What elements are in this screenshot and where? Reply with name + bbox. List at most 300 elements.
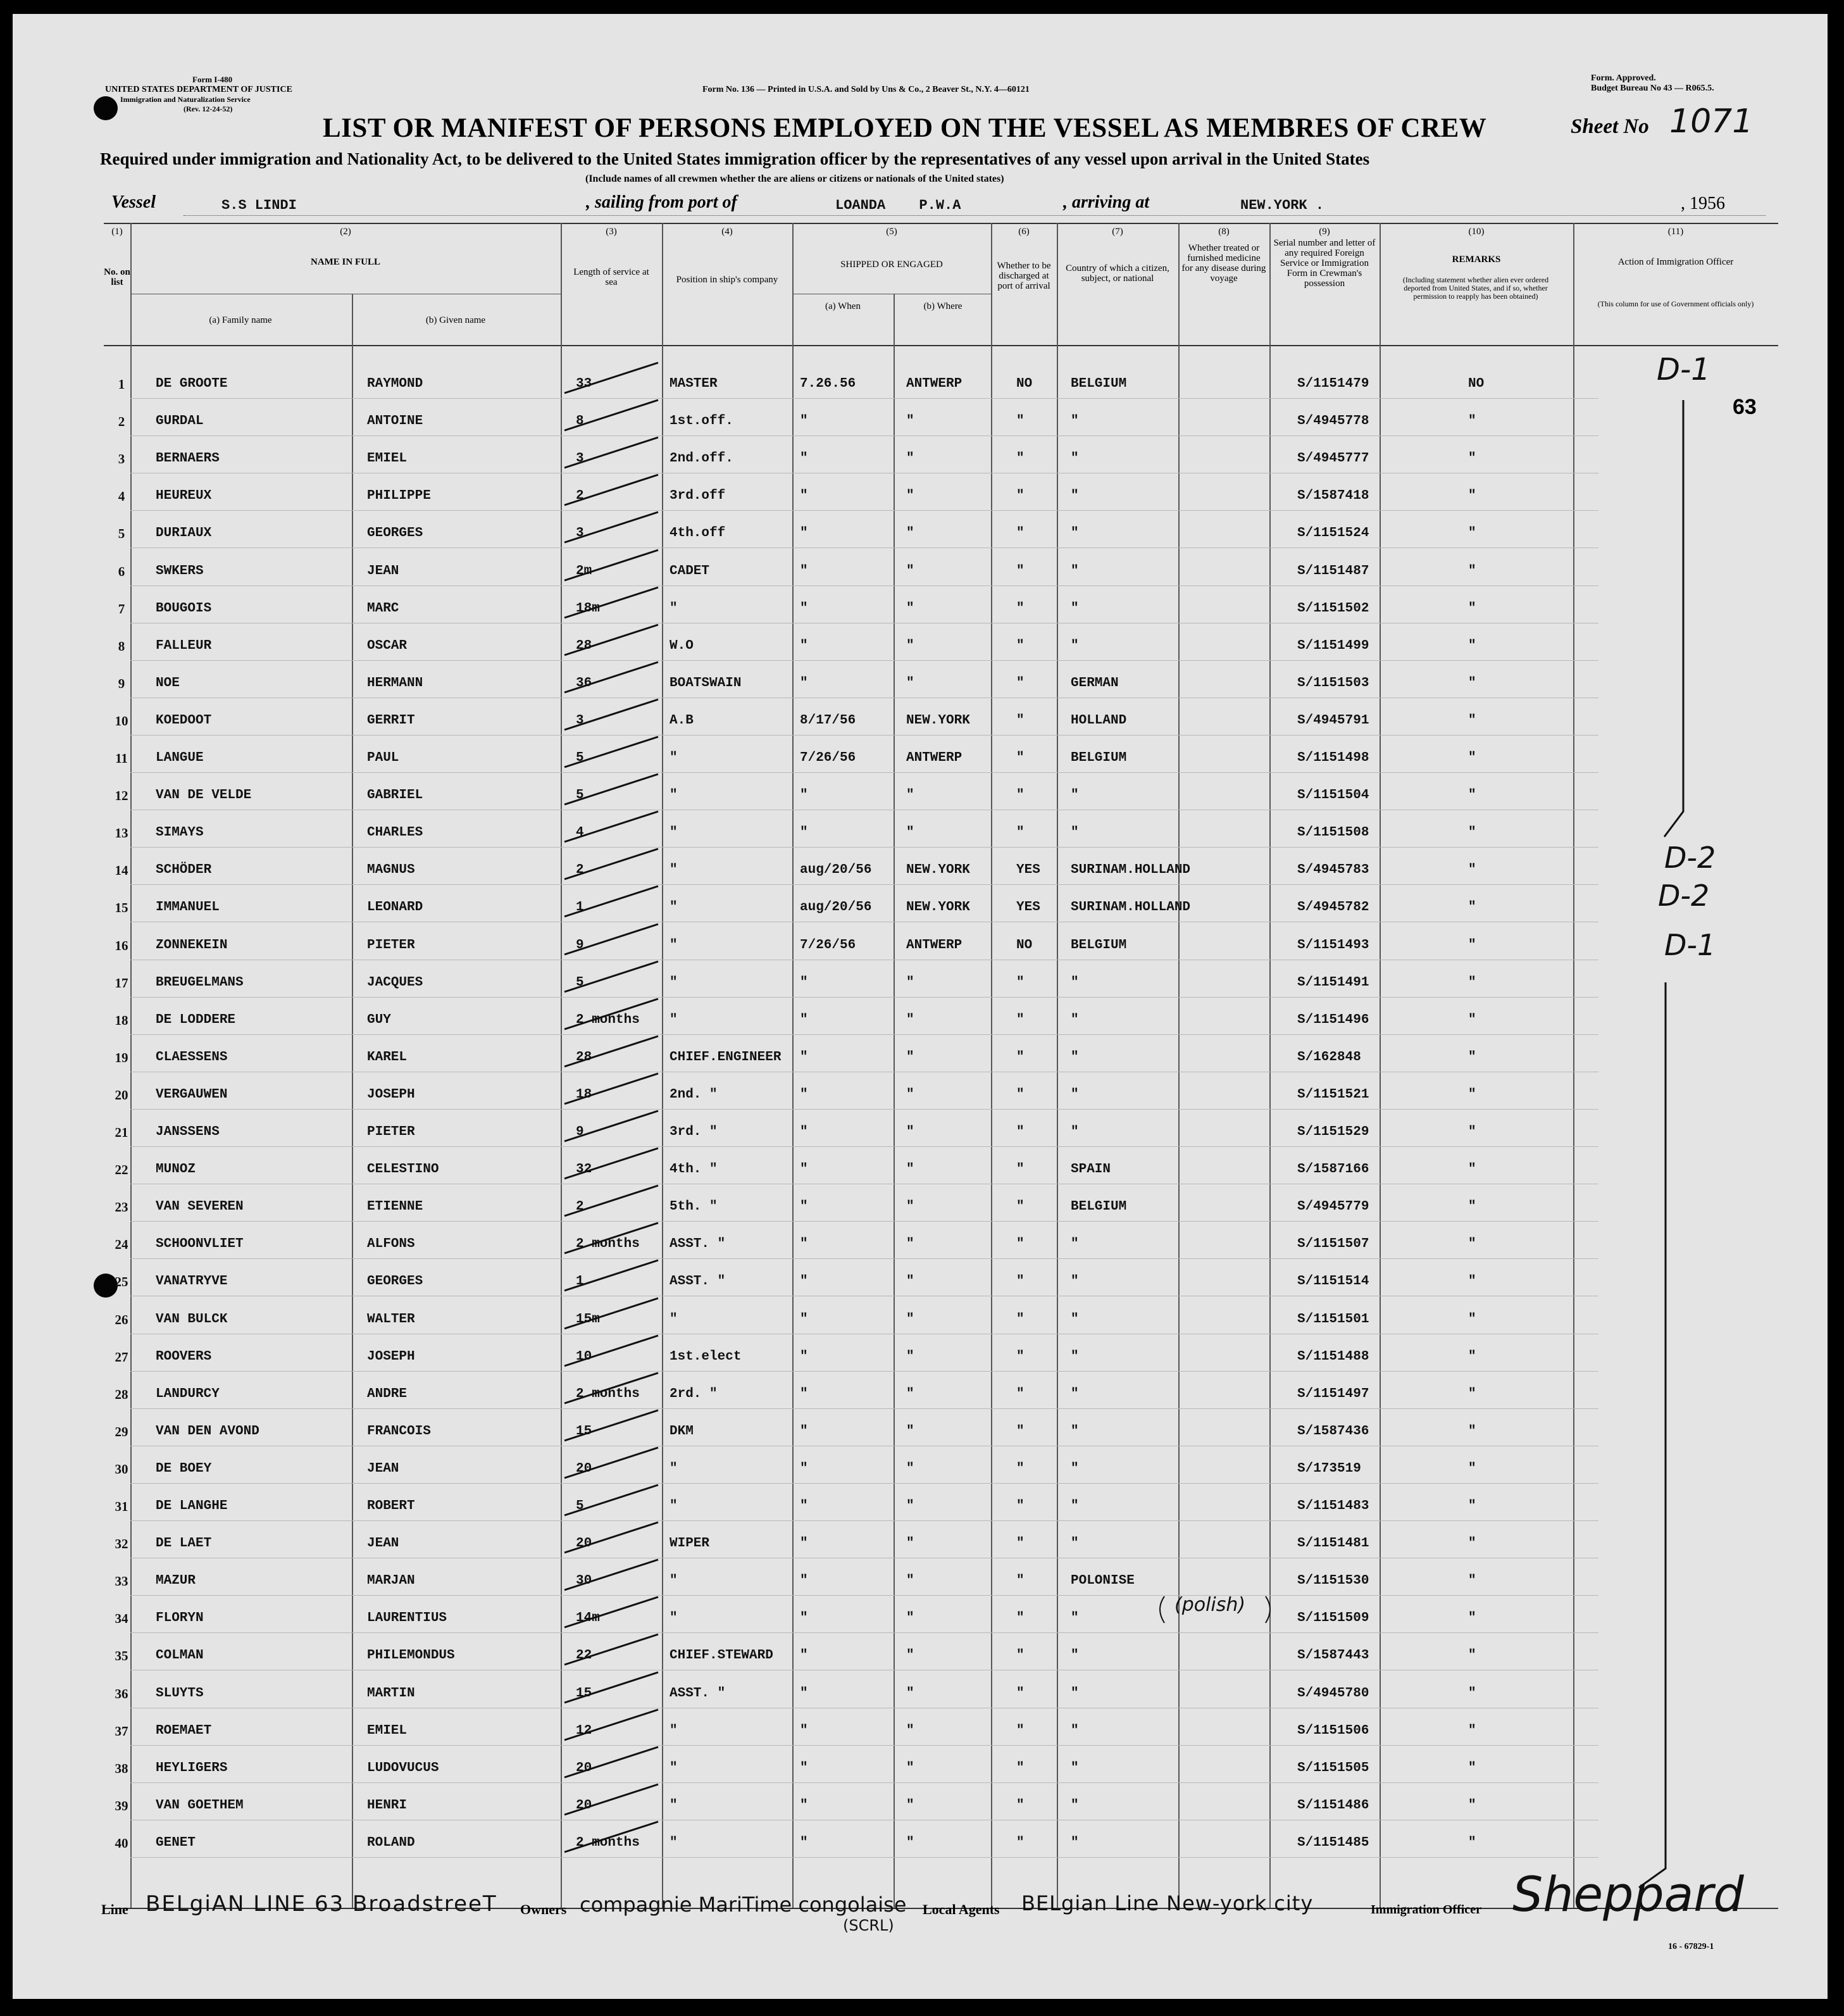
form-number: Form I-480 (192, 75, 233, 84)
crew-serial: S/1151505 (1297, 1761, 1369, 1775)
col-action-note: (This column for use of Government officials only) (1597, 299, 1754, 308)
strike-mark (564, 1485, 658, 1515)
crew-remarks: " (1468, 1312, 1476, 1327)
crew-discharge: " (1016, 1686, 1025, 1701)
crew-serial: S/1151496 (1297, 1013, 1369, 1027)
sheet-number: 1071 (1669, 103, 1754, 141)
crew-family: ROEMAET (156, 1724, 212, 1738)
arriving-label: , arriving at (1063, 192, 1150, 212)
strike-mark (564, 1186, 658, 1216)
crew-country: " (1071, 1724, 1079, 1738)
strike-mark (564, 1448, 658, 1478)
crew-country: " (1071, 1462, 1079, 1476)
crew-country: " (1071, 1761, 1079, 1775)
crew-position: " (670, 1312, 678, 1327)
crew-length: 2 months (576, 1237, 640, 1251)
crew-discharge: " (1016, 414, 1025, 429)
crew-discharge: " (1016, 1050, 1025, 1065)
crew-no: 33 (115, 1574, 128, 1589)
crew-when: " (800, 451, 808, 466)
crew-position: " (670, 938, 678, 953)
crew-family: BERNAERS (156, 451, 220, 466)
crew-family: DE LODDERE (156, 1013, 236, 1027)
col-length-header: Length of service at sea (573, 267, 649, 287)
crew-where: " (906, 451, 914, 466)
crew-discharge: " (1016, 1798, 1025, 1813)
strike-mark (564, 961, 658, 992)
crew-discharge: " (1016, 639, 1025, 653)
crew-discharge: NO (1016, 377, 1033, 391)
crew-country: " (1071, 1087, 1079, 1102)
crew-family: SCHÖDER (156, 863, 212, 877)
crew-length: 14m (576, 1611, 600, 1625)
crew-discharge: " (1016, 451, 1025, 466)
crew-discharge: " (1016, 1574, 1025, 1588)
crew-when: " (800, 825, 808, 840)
crew-given: GABRIEL (367, 788, 423, 803)
crew-given: JEAN (367, 564, 399, 579)
crew-where: " (906, 1162, 914, 1177)
crew-given: ANDRE (367, 1387, 408, 1401)
crew-where: " (906, 1424, 914, 1439)
crew-where: " (906, 1087, 914, 1102)
crew-when: " (800, 676, 808, 691)
crew-discharge: " (1016, 1125, 1025, 1139)
owners-value: compagnie MariTime congolaise (580, 1893, 907, 1917)
crew-when: " (800, 1462, 808, 1476)
crew-no: 16 (115, 938, 128, 953)
crew-length: 3 (576, 451, 584, 466)
crew-where: " (906, 1798, 914, 1813)
annotation-d2-a: D-2 (1664, 841, 1716, 875)
crew-when: " (800, 1125, 808, 1139)
crew-where: " (906, 639, 914, 653)
col-serial-header: Serial number and letter of any required Foreign Service or Immigration Form in Crewman's possession (1273, 238, 1376, 289)
crew-discharge: " (1016, 1724, 1025, 1738)
annotation-d2-b: D-2 (1658, 879, 1710, 913)
crew-length: 1 (576, 1274, 584, 1289)
crew-remarks: " (1468, 1724, 1476, 1738)
crew-given: PIETER (367, 1125, 415, 1139)
crew-position: " (670, 1574, 678, 1588)
crew-family: FALLEUR (156, 639, 212, 653)
crew-position: " (670, 1462, 678, 1476)
bracket-mark (1639, 400, 1683, 1888)
crew-country: " (1071, 1125, 1079, 1139)
crew-when: aug/20/56 (800, 900, 872, 915)
col-remarks-header: REMARKS (1452, 254, 1501, 265)
crew-discharge: " (1016, 1648, 1025, 1663)
crew-serial: S/1151529 (1297, 1125, 1369, 1139)
crew-family: GENET (156, 1836, 196, 1850)
crew-serial: S/1151486 (1297, 1798, 1369, 1813)
crew-length: 15 (576, 1686, 592, 1701)
crew-country: " (1071, 1349, 1079, 1364)
crew-length: 18 (576, 1087, 592, 1102)
crew-country: " (1071, 1499, 1079, 1513)
crew-discharge: " (1016, 1761, 1025, 1775)
col-medicine-header: Whether treated or furnished medicine for any disease during voyage (1181, 243, 1266, 284)
crew-where: " (906, 1686, 914, 1701)
crew-given: ROBERT (367, 1499, 415, 1513)
crew-family: VANATRYVE (156, 1274, 228, 1289)
crew-when: " (800, 1013, 808, 1027)
crew-family: VERGAUWEN (156, 1087, 228, 1102)
crew-discharge: " (1016, 975, 1025, 990)
crew-serial: S/1151503 (1297, 676, 1369, 691)
crew-remarks: " (1468, 1536, 1476, 1551)
crew-no: 24 (115, 1237, 128, 1252)
crew-position: 3rd. " (670, 1125, 718, 1139)
crew-where: ANTWERP (906, 377, 962, 391)
crew-remarks: NO (1468, 377, 1485, 391)
crew-family: VAN DE VELDE (156, 788, 252, 803)
crew-when: " (800, 1087, 808, 1102)
crew-remarks: " (1468, 489, 1476, 503)
crew-length: 15m (576, 1312, 600, 1327)
crew-no: 31 (115, 1499, 128, 1514)
crew-position: 1st.off. (670, 414, 733, 429)
crew-when: " (800, 1349, 808, 1364)
manifest-page (13, 14, 1828, 1999)
strike-mark (564, 1373, 658, 1403)
crew-remarks: " (1468, 1761, 1476, 1775)
crew-serial: S/4945777 (1297, 451, 1369, 466)
crew-serial: S/1151491 (1297, 975, 1369, 990)
col-country-header: Country of which a citizen, subject, or national (1066, 263, 1169, 284)
crew-given: PAUL (367, 751, 399, 765)
crew-serial: S/4945783 (1297, 863, 1369, 877)
crew-serial: S/1587436 (1297, 1424, 1369, 1439)
crew-remarks: " (1468, 1349, 1476, 1364)
crew-where: " (906, 1499, 914, 1513)
crew-family: DURIAUX (156, 526, 212, 541)
crew-when: " (800, 1499, 808, 1513)
crew-family: COLMAN (156, 1648, 204, 1663)
crew-where: " (906, 1050, 914, 1065)
crew-country: " (1071, 1611, 1079, 1625)
crew-position: BOATSWAIN (670, 676, 742, 691)
crew-family: ROOVERS (156, 1349, 212, 1364)
crew-family: VAN GOETHEM (156, 1798, 244, 1813)
crew-length: 33 (576, 377, 592, 391)
strike-mark (564, 1074, 658, 1104)
crew-no: 8 (118, 639, 125, 654)
crew-remarks: " (1468, 713, 1476, 728)
strike-mark (564, 1672, 658, 1703)
crew-when: " (800, 1387, 808, 1401)
crew-serial: S/4945778 (1297, 414, 1369, 429)
col4-number: (4) (721, 227, 733, 237)
col3-number: (3) (606, 227, 617, 237)
crew-when: " (800, 1724, 808, 1738)
crew-discharge: YES (1016, 900, 1040, 915)
crew-where: NEW.YORK (906, 863, 970, 877)
crew-no: 37 (115, 1724, 128, 1739)
crew-no: 30 (115, 1462, 128, 1477)
crew-no: 14 (115, 863, 128, 878)
crew-length: 2 (576, 489, 584, 503)
manifest-note: (Include names of all crewmen whether the are aliens or citizens or nationals of the United states) (585, 173, 1004, 184)
crew-given: CELESTINO (367, 1162, 439, 1177)
crew-where: " (906, 1237, 914, 1251)
crew-length: 18m (576, 601, 600, 616)
crew-given: MAGNUS (367, 863, 415, 877)
crew-length: 2 (576, 1199, 584, 1214)
crew-remarks: " (1468, 938, 1476, 953)
crew-when: " (800, 1836, 808, 1850)
crew-no: 35 (115, 1648, 128, 1663)
crew-position: " (670, 825, 678, 840)
col6-number: (6) (1018, 227, 1030, 237)
crew-family: JANSSENS (156, 1125, 220, 1139)
crew-when: " (800, 1199, 808, 1214)
crew-where: " (906, 676, 914, 691)
crew-serial: S/4945779 (1297, 1199, 1369, 1214)
col9-number: (9) (1319, 227, 1330, 237)
crew-length: 36 (576, 676, 592, 691)
crew-remarks: " (1468, 1162, 1476, 1177)
strike-mark (564, 999, 658, 1029)
crew-family: DE LAET (156, 1536, 212, 1551)
crew-where: " (906, 1387, 914, 1401)
crew-remarks: " (1468, 676, 1476, 691)
crew-given: JACQUES (367, 975, 423, 990)
crew-country: " (1071, 1424, 1079, 1439)
crew-serial: S/1151479 (1297, 377, 1369, 391)
crew-when: 7.26.56 (800, 377, 856, 391)
col2-number: (2) (340, 227, 351, 237)
strike-mark (564, 1822, 658, 1852)
print-code: 16 - 67829-1 (1668, 1942, 1714, 1951)
crew-family: SWKERS (156, 564, 204, 579)
crew-remarks: " (1468, 1499, 1476, 1513)
col5-number: (5) (886, 227, 897, 237)
crew-no: 17 (115, 975, 128, 991)
crew-position: ASST. " (670, 1686, 726, 1701)
crew-discharge: " (1016, 1424, 1025, 1439)
crew-position: WIPER (670, 1536, 710, 1551)
crew-no: 26 (115, 1312, 128, 1327)
crew-position: CADET (670, 564, 710, 579)
strike-mark (564, 699, 658, 730)
revision: (Rev. 12-24-52) (184, 104, 233, 113)
crew-country: " (1071, 788, 1079, 803)
crew-remarks: " (1468, 1387, 1476, 1401)
crew-position: " (670, 863, 678, 877)
crew-given: GUY (367, 1013, 391, 1027)
crew-given: ALFONS (367, 1237, 415, 1251)
crew-no: 39 (115, 1798, 128, 1813)
crew-where: " (906, 1125, 914, 1139)
crew-length: 20 (576, 1761, 592, 1775)
col-where-header: (b) Where (923, 301, 962, 311)
strike-mark (564, 437, 658, 468)
crew-when: " (800, 526, 808, 541)
crew-no: 5 (118, 526, 125, 541)
crew-country: POLONISE (1071, 1574, 1135, 1588)
crew-no: 23 (115, 1199, 128, 1215)
strike-mark (564, 550, 658, 580)
crew-serial: S/1151530 (1297, 1574, 1369, 1588)
crew-given: WALTER (367, 1312, 415, 1327)
col-position-header: Position in ship's company (676, 275, 778, 285)
crew-given: EMIEL (367, 1724, 408, 1738)
annotation-d1-top: D-1 (1657, 352, 1710, 387)
crew-discharge: " (1016, 1387, 1025, 1401)
crew-serial: S/1151488 (1297, 1349, 1369, 1364)
crew-length: 2 (576, 863, 584, 877)
crew-length: 5 (576, 1499, 584, 1513)
crew-country: " (1071, 601, 1079, 616)
crew-remarks: " (1468, 1836, 1476, 1850)
crew-given: MARJAN (367, 1574, 415, 1588)
crew-when: " (800, 1312, 808, 1327)
crew-family: SCHOONVLIET (156, 1237, 244, 1251)
crew-where: NEW.YORK (906, 713, 970, 728)
agents-value: BELgian Line New-york city (1021, 1891, 1314, 1915)
crew-where: " (906, 1836, 914, 1850)
crew-when: " (800, 1761, 808, 1775)
crew-when: " (800, 788, 808, 803)
crew-discharge: " (1016, 1462, 1025, 1476)
strike-mark (564, 475, 658, 505)
officer-label: Immigration Officer (1371, 1903, 1481, 1917)
strike-mark (564, 512, 658, 542)
crew-no: 3 (118, 451, 125, 466)
crew-where: " (906, 788, 914, 803)
col-when-header: (a) When (825, 301, 861, 311)
crew-given: ETIENNE (367, 1199, 423, 1214)
crew-remarks: " (1468, 414, 1476, 429)
crew-country: SURINAM.HOLLAND (1071, 863, 1191, 877)
strike-mark (564, 400, 658, 430)
crew-position: CHIEF.STEWARD (670, 1648, 773, 1663)
crew-country: " (1071, 1312, 1079, 1327)
crew-serial: S/1587443 (1297, 1648, 1369, 1663)
crew-length: 2 months (576, 1836, 640, 1850)
crew-position: 2nd. " (670, 1087, 718, 1102)
crew-position: 2nd.off. (670, 451, 733, 466)
crew-family: CLAESSENS (156, 1050, 228, 1065)
crew-family: DE BOEY (156, 1462, 212, 1476)
crew-discharge: " (1016, 825, 1025, 840)
crew-position: CHIEF.ENGINEER (670, 1050, 782, 1065)
crew-length: 20 (576, 1536, 592, 1551)
crew-length: 20 (576, 1798, 592, 1813)
strike-mark (564, 1223, 658, 1253)
crew-when: " (800, 1237, 808, 1251)
crew-no: 6 (118, 564, 125, 579)
crew-where: " (906, 1013, 914, 1027)
crew-country: GERMAN (1071, 676, 1119, 691)
crew-where: " (906, 564, 914, 579)
crew-no: 15 (115, 900, 128, 915)
crew-given: JEAN (367, 1462, 399, 1476)
budget-bureau: Budget Bureau No 43 — R065.5. (1591, 84, 1714, 93)
col-action-header: Action of Immigration Officer (1617, 257, 1734, 267)
crew-remarks: " (1468, 788, 1476, 803)
crew-length: 2 months (576, 1013, 640, 1027)
crew-no: 20 (115, 1087, 128, 1103)
crew-no: 22 (115, 1162, 128, 1177)
crew-no: 40 (115, 1836, 128, 1851)
strike-mark (564, 1410, 658, 1441)
crew-no: 36 (115, 1686, 128, 1701)
crew-where: " (906, 825, 914, 840)
strike-mark (564, 363, 658, 393)
crew-length: 9 (576, 938, 584, 953)
crew-serial: S/1151481 (1297, 1536, 1369, 1551)
crew-no: 4 (118, 489, 125, 504)
crew-position: W.O (670, 639, 694, 653)
crew-discharge: " (1016, 713, 1025, 728)
crew-no: 11 (115, 751, 128, 766)
crew-discharge: " (1016, 751, 1025, 765)
strike-mark (564, 1710, 658, 1740)
crew-given: JOSEPH (367, 1349, 415, 1364)
col8-number: (8) (1218, 227, 1230, 237)
crew-family: FLORYN (156, 1611, 204, 1625)
strike-mark (564, 1522, 658, 1553)
strike-mark (564, 924, 658, 955)
crew-given: MARC (367, 601, 399, 616)
crew-when: 7/26/56 (800, 938, 856, 953)
crew-serial: S/1151524 (1297, 526, 1369, 541)
crew-country: " (1071, 414, 1079, 429)
crew-no: 7 (118, 601, 125, 617)
crew-family: GURDAL (156, 414, 204, 429)
crew-family: DE LANGHE (156, 1499, 228, 1513)
crew-country: " (1071, 1836, 1079, 1850)
crew-position: " (670, 1013, 678, 1027)
crew-no: 13 (115, 825, 128, 841)
crew-position: " (670, 900, 678, 915)
crew-remarks: " (1468, 564, 1476, 579)
crew-length: 32 (576, 1162, 592, 1177)
crew-family: LANDURCY (156, 1387, 220, 1401)
crew-length: 12 (576, 1724, 592, 1738)
crew-position: 2rd. " (670, 1387, 718, 1401)
crew-given: PHILIPPE (367, 489, 431, 503)
strike-mark (564, 886, 658, 917)
crew-remarks: " (1468, 863, 1476, 877)
crew-given: HENRI (367, 1798, 408, 1813)
col7-number: (7) (1112, 227, 1123, 237)
crew-discharge: " (1016, 788, 1025, 803)
crew-length: 4 (576, 825, 584, 840)
crew-family: NOE (156, 676, 180, 691)
col-name-header: NAME IN FULL (310, 257, 380, 267)
crew-no: 27 (115, 1349, 128, 1365)
crew-country: " (1071, 1686, 1079, 1701)
strike-mark (564, 1260, 658, 1291)
annotation-d1-b: D-1 (1664, 928, 1716, 962)
crew-serial: S/1151514 (1297, 1274, 1369, 1289)
crew-serial: S/1151521 (1297, 1087, 1369, 1102)
annotation-count: 63 (1733, 395, 1757, 419)
crew-serial: S/1151502 (1297, 601, 1369, 616)
crew-remarks: " (1468, 751, 1476, 765)
form-approved: Form. Approved. (1591, 73, 1656, 83)
crew-given: MARTIN (367, 1686, 415, 1701)
crew-where: " (906, 1312, 914, 1327)
crew-where: " (906, 1648, 914, 1663)
col-remarks-note: (Including statement whether alien ever ordered deported from United States, and if so, whether permission to reapply has been obtained) (1402, 275, 1549, 301)
crew-discharge: " (1016, 1087, 1025, 1102)
crew-where: " (906, 601, 914, 616)
crew-position: 1st.elect (670, 1349, 742, 1364)
